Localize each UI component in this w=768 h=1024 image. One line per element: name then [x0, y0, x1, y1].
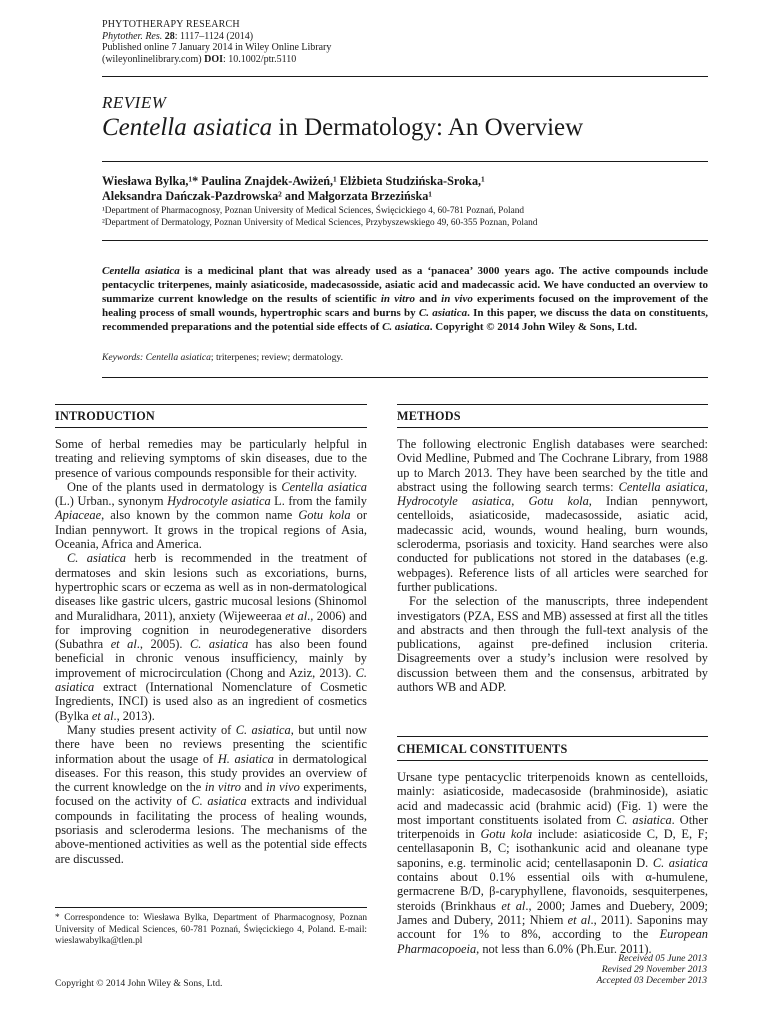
affiliations — [102, 206, 537, 229]
abstract-rule — [102, 377, 708, 378]
methods-bottom-rule — [397, 427, 708, 428]
introduction-body — [55, 437, 367, 866]
article-dates — [596, 953, 707, 987]
keywords: Keywords: Centella asiatica; triterpenes; review; dermatology. — [102, 352, 343, 363]
footnote-rule — [55, 907, 367, 908]
affiliation-1: ¹Department of Pharmacognosy, Poznan University of Medical Sciences, Święcickiego 4, 60-781 Poznań, Poland — [102, 206, 524, 216]
header-rule — [102, 76, 708, 77]
methods-top-rule — [397, 404, 708, 405]
journal-name: PHYTOTHERAPY RESEARCH — [102, 19, 240, 30]
affiliation-rule — [102, 240, 708, 241]
chemical-bottom-rule — [397, 760, 708, 761]
author-line-2: Aleksandra Dańczak-Pazdrowska² and Małgorzata Brzezińska¹ — [102, 189, 433, 203]
methods-paragraph-1: The following electronic English databases were searched: Ovid Medline, Pubmed and The Cochrane Library, from 1988 up to March 2013. They have been searched by the title and abstract using the following search terms: Centella asiatica, Hydrocotyle asiatica, Gotu kola, Indian pennywort, centelloids, asiaticoside, madecasosside, asiatic acid, madecassic acid, wounds, wound healing, burn wounds, scleroderma, psoriasis and toxicity. Hand searches were also conducted for publications not stored in the databases (e.g. webpages). Reference lists of all articles were searched for further publications. — [397, 437, 708, 594]
intro-paragraph-1: Some of herbal remedies may be particularly helpful in treating and relieving symptoms of skin diseases, due to the presence of various compounds responsible for their activity. — [55, 437, 367, 480]
intro-paragraph-4: Many studies present activity of C. asiatica, but until now there have been no reviews presenting the scientific information about the usage of H. asiatica in dermatological diseases. For this reason, this study provides an overview of the current knowledge on the in vitro and in vivo experiments, focused on the activity of C. asiatica extracts and individual compounds in facilitating the process of healing wounds, psoriasis and scleroderma lesions. The mechanisms of the above-mentioned activities as well as the potential side effects are discussed. — [55, 722, 368, 866]
date-accepted: Accepted 03 December 2013 — [596, 975, 707, 987]
correspondence-footnote: * Correspondence to: Wiesława Bylka, Department of Pharmacognosy, Poznan University of Medical Sciences, 60-781 Poznań, Święcickiego 4, Poland. E-mail: wieslawabylka@tlen.pl — [55, 913, 367, 946]
article-title: Centella asiatica in Dermatology: An Overview — [102, 114, 584, 141]
journal-citation: Phytother. Res. 28: 1117–1124 (2014) — [102, 30, 254, 42]
intro-top-rule — [55, 404, 367, 405]
methods-body — [397, 437, 708, 694]
chemical-heading: CHEMICAL CONSTITUENTS — [397, 742, 568, 756]
page-copyright: Copyright © 2014 John Wiley & Sons, Ltd. — [55, 978, 223, 989]
author-line-1: Wiesława Bylka,¹* Paulina Znajdek-Awiżeń,¹ Elżbieta Studzińska-Sroka,¹ — [102, 174, 485, 188]
date-received: Received 05 June 2013 — [618, 953, 707, 964]
abstract: Centella asiatica is a medicinal plant that was already used as a ‘panacea’ 3000 years ago. The active compounds include pentacyclic triterpenes, mainly asiaticoside, madecasosside, asiatic acid and madecassic acid. We have conducted an overview to summarize current knowledge on the results of scientific in vitro and in vivo experiments focused on the improvement of the healing process of small wounds, hypertrophic scars and burns by C. asiatica. In this paper, we discuss the data on constituents, recommended preparations and the potential side effects of C. asiatica. Copyright © 2014 John Wiley & Sons, Ltd. — [102, 265, 708, 334]
intro-paragraph-3: C. asiatica herb is recommended in the treatment of dermatoses and skin lesions such as excoriations, burns, hypertrophic scars or eczema as well as in non-dermatological diseases like gastric ulcers, gastric mucosal lesions (Shinomol and Muralidhara, 2011), anxiety (Wijeweeraa et al., 2006) and for improving cognition in neurodegenerative disorders (Subathra et al., 2005). C. asiatica has also been found beneficial in chronic venous insufficiency, mainly by improvement of microcirculation (Chong and Aziz, 2013). C. asiatica extract (International Nomenclature of Cosmetic Ingredients, INCI) is used also as an ingredient of cosmetics (Bylka et al., 2013). — [55, 551, 367, 723]
introduction-heading: INTRODUCTION — [55, 409, 155, 423]
intro-bottom-rule — [55, 427, 367, 428]
chemical-body — [397, 770, 708, 956]
chemical-paragraph-1: Ursane type pentacyclic triterpenoids known as centelloids, mainly: asiaticoside, madecasoside (brahminoside), asiatic acid and madecassic acid (brahmic acid) (Fig. 1) were the most important constituents isolated from C. asiatica. Other triterpenoids in Gotu kola include: asiaticoside C, D, E, F; centellasaponin B, C; isothankunic acid and oleanane type saponins, e.g. terminolic acid; centellasaponin D. C. asiatica contains about 0.1% essential oils with α-humulene, germacrene B/D, β-caryphyllene, flavonoids, sesquiterpenes, steroids (Brinkhaus et al., 2000; James and Duebery, 2009; James and Dubery, 2011; Nhiem et al., 2011). Saponins may account for 1% to 8%, according to the European Pharmacopoeia, not less than 6.0% (Ph.Eur. 2011). — [397, 770, 709, 956]
date-revised: Revised 29 November 2013 — [601, 964, 707, 976]
intro-paragraph-2: One of the plants used in dermatology is Centella asiatica (L.) Urban., synonym Hydrocotyle asiatica L. from the family Apiaceae, also known by the common name Gotu kola or Indian pennywort. It grows in the tropical regions of Asia, Oceania, Africa and America. — [55, 479, 367, 552]
methods-heading: METHODS — [397, 409, 461, 423]
journal-header — [102, 19, 331, 65]
methods-paragraph-2: For the selection of the manuscripts, three independent investigators (PZA, ESS and MB) assessed at first all the titles and abstracts and then through the full-text analysis of the publications, against pre-defined inclusion criteria. Disagreements over a study’s inclusion were resolved by discussion between them and the consensus, arbitrated by authors WB and ADP. — [397, 594, 708, 695]
article-type: REVIEW — [102, 93, 167, 112]
chemical-top-rule — [397, 736, 708, 737]
affiliation-2: ²Department of Dermatology, Poznan University of Medical Sciences, Przybyszewskiego 49, 60-355 Poznan, Poland — [102, 217, 538, 228]
author-list — [102, 174, 485, 204]
journal-published: Published online 7 January 2014 in Wiley Online Library — [102, 42, 332, 53]
title-rule — [102, 161, 708, 162]
journal-doi: (wileyonlinelibrary.com) DOI: 10.1002/ptr.5110 — [102, 53, 297, 65]
